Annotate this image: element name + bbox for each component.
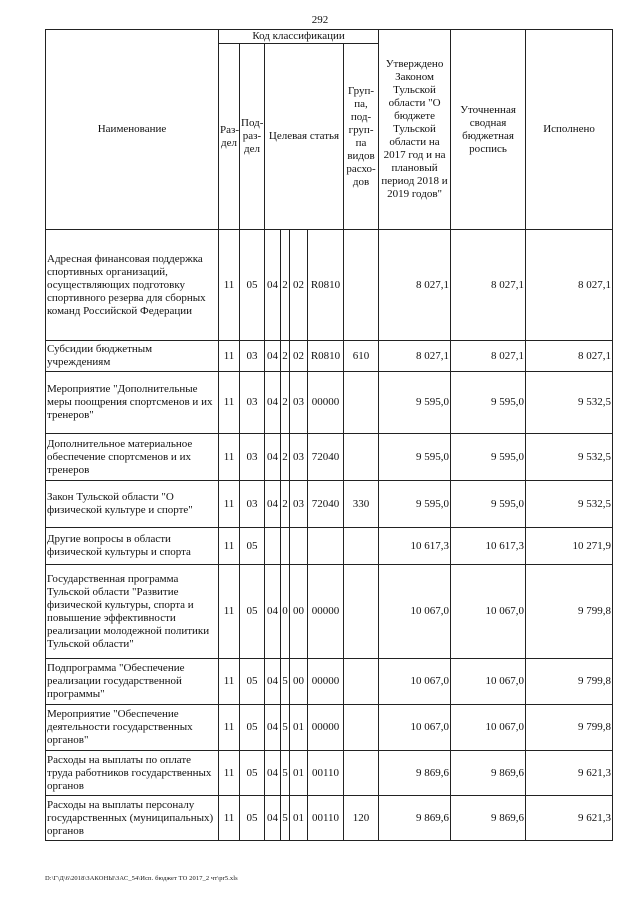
row-target-program: 04 (265, 230, 281, 341)
row-section: 11 (219, 481, 240, 528)
row-target-program: 04 (265, 372, 281, 434)
row-expense-group (344, 565, 379, 659)
row-subsection: 05 (240, 705, 265, 751)
header-executed: Исполнено (526, 30, 613, 230)
row-target-program: 04 (265, 796, 281, 841)
row-approved: 9 595,0 (379, 481, 451, 528)
row-section: 11 (219, 659, 240, 705)
row-expense-group (344, 372, 379, 434)
row-target-subprogram (281, 528, 290, 565)
row-name: Расходы на выплаты персоналу государственных (муниципальных) органов (46, 796, 219, 841)
row-target-direction: 72040 (308, 434, 344, 481)
row-executed: 9 799,8 (526, 659, 613, 705)
row-name: Субсидии бюджетным учреждениям (46, 341, 219, 372)
row-subsection: 03 (240, 434, 265, 481)
row-subsection: 05 (240, 565, 265, 659)
row-target-program: 04 (265, 751, 281, 796)
table-row (46, 796, 613, 841)
row-target-subprogram: 0 (281, 565, 290, 659)
row-target-program: 04 (265, 659, 281, 705)
row-executed: 9 799,8 (526, 705, 613, 751)
row-section: 11 (219, 230, 240, 341)
row-subsection: 03 (240, 372, 265, 434)
row-expense-group (344, 230, 379, 341)
row-target-direction: 00000 (308, 705, 344, 751)
row-target-event: 01 (290, 705, 308, 751)
header-approved: Утверждено Законом Тульской области "О бюджете Тульской области на 2017 год и на плановый период 2018 и 2019 годов" (379, 30, 451, 230)
row-refined: 10 067,0 (451, 705, 526, 751)
header-refined: Уточненная сводная бюджетная роспись (451, 30, 526, 230)
row-target-direction: 00110 (308, 751, 344, 796)
row-target-event: 03 (290, 481, 308, 528)
row-section: 11 (219, 341, 240, 372)
row-target-program: 04 (265, 705, 281, 751)
table-row (46, 528, 613, 565)
row-approved: 9 595,0 (379, 434, 451, 481)
row-target-program (265, 528, 281, 565)
row-executed: 9 799,8 (526, 565, 613, 659)
table-row (46, 372, 613, 434)
header-code-group: Код классификации (219, 30, 379, 44)
row-target-direction: 00000 (308, 372, 344, 434)
page-number: 292 (311, 14, 329, 26)
row-expense-group: 330 (344, 481, 379, 528)
row-target-program: 04 (265, 481, 281, 528)
row-subsection: 05 (240, 796, 265, 841)
table-row (46, 341, 613, 372)
row-target-program: 04 (265, 434, 281, 481)
row-section: 11 (219, 528, 240, 565)
header-expense-group: Груп-па, под-груп-па видов расхо-дов (344, 44, 379, 230)
row-approved: 10 067,0 (379, 659, 451, 705)
row-refined: 9 869,6 (451, 796, 526, 841)
row-target-subprogram: 5 (281, 751, 290, 796)
row-executed: 9 621,3 (526, 751, 613, 796)
row-target-subprogram: 5 (281, 705, 290, 751)
row-expense-group: 610 (344, 341, 379, 372)
header-section: Раз-дел (219, 44, 240, 230)
row-target-subprogram: 2 (281, 230, 290, 341)
row-target-subprogram: 5 (281, 796, 290, 841)
row-refined: 9 595,0 (451, 481, 526, 528)
row-target-event: 00 (290, 565, 308, 659)
row-section: 11 (219, 434, 240, 481)
row-expense-group: 120 (344, 796, 379, 841)
row-name: Дополнительное материальное обеспечение спортсменов и их тренеров (46, 434, 219, 481)
row-approved: 9 869,6 (379, 796, 451, 841)
row-approved: 10 067,0 (379, 565, 451, 659)
table-row (46, 659, 613, 705)
row-target-direction: R0810 (308, 230, 344, 341)
row-target-event: 01 (290, 796, 308, 841)
row-target-subprogram: 2 (281, 481, 290, 528)
row-executed: 9 532,5 (526, 481, 613, 528)
row-name: Закон Тульской области "О физической культуре и спорте" (46, 481, 219, 528)
budget-table (45, 29, 613, 841)
row-target-program: 04 (265, 341, 281, 372)
row-expense-group (344, 659, 379, 705)
row-executed: 9 532,5 (526, 434, 613, 481)
row-executed: 8 027,1 (526, 341, 613, 372)
row-target-event: 01 (290, 751, 308, 796)
row-subsection: 05 (240, 751, 265, 796)
table-row (46, 705, 613, 751)
row-approved: 10 067,0 (379, 705, 451, 751)
row-expense-group (344, 751, 379, 796)
row-target-event: 03 (290, 434, 308, 481)
row-section: 11 (219, 705, 240, 751)
row-target-event: 02 (290, 230, 308, 341)
row-target-event: 02 (290, 341, 308, 372)
table-row (46, 481, 613, 528)
row-refined: 10 067,0 (451, 565, 526, 659)
row-subsection: 05 (240, 659, 265, 705)
row-name: Мероприятие "Дополнительные меры поощрения спортсменов и их тренеров" (46, 372, 219, 434)
header-subsection: Под-раз-дел (240, 44, 265, 230)
row-name: Подпрограмма "Обеспечение реализации государственной программы" (46, 659, 219, 705)
header-target-article: Целевая статья (265, 44, 344, 230)
row-section: 11 (219, 565, 240, 659)
row-subsection: 03 (240, 341, 265, 372)
row-refined: 10 617,3 (451, 528, 526, 565)
table-row (46, 230, 613, 341)
row-subsection: 05 (240, 230, 265, 341)
row-subsection: 03 (240, 481, 265, 528)
row-section: 11 (219, 372, 240, 434)
header-name: Наименование (46, 30, 219, 230)
row-name: Расходы на выплаты по оплате труда работников государственных органов (46, 751, 219, 796)
row-approved: 10 617,3 (379, 528, 451, 565)
table-row (46, 751, 613, 796)
row-expense-group (344, 705, 379, 751)
row-approved: 8 027,1 (379, 230, 451, 341)
row-name: Государственная программа Тульской области "Развитие физической культуры, спорта и повышение эффективности реализации молодежной политики Тульской области" (46, 565, 219, 659)
row-target-program: 04 (265, 565, 281, 659)
row-name: Адресная финансовая поддержка спортивных организаций, осуществляющих подготовку спортивного резерва для сборных команд Российской Федерации (46, 230, 219, 341)
row-expense-group (344, 528, 379, 565)
row-refined: 10 067,0 (451, 659, 526, 705)
row-target-subprogram: 2 (281, 434, 290, 481)
row-executed: 10 271,9 (526, 528, 613, 565)
row-executed: 9 532,5 (526, 372, 613, 434)
row-target-direction: 00000 (308, 659, 344, 705)
row-target-direction: R0810 (308, 341, 344, 372)
row-target-direction (308, 528, 344, 565)
row-refined: 8 027,1 (451, 230, 526, 341)
row-target-direction: 00000 (308, 565, 344, 659)
row-refined: 9 595,0 (451, 372, 526, 434)
row-approved: 9 869,6 (379, 751, 451, 796)
footer-file-path: D:\Г\Д\6\2018\ЗАКОНЫ\ЗАС_54\Исп. бюджет ТО 2017_2 чт\pr5.xls (45, 875, 238, 882)
table-row (46, 434, 613, 481)
row-target-event (290, 528, 308, 565)
row-refined: 8 027,1 (451, 341, 526, 372)
row-target-direction: 72040 (308, 481, 344, 528)
row-expense-group (344, 434, 379, 481)
row-approved: 8 027,1 (379, 341, 451, 372)
row-target-event: 03 (290, 372, 308, 434)
row-target-subprogram: 2 (281, 372, 290, 434)
row-target-subprogram: 5 (281, 659, 290, 705)
row-target-direction: 00110 (308, 796, 344, 841)
row-section: 11 (219, 796, 240, 841)
row-name: Другие вопросы в области физической культуры и спорта (46, 528, 219, 565)
row-executed: 9 621,3 (526, 796, 613, 841)
row-target-subprogram: 2 (281, 341, 290, 372)
row-approved: 9 595,0 (379, 372, 451, 434)
row-executed: 8 027,1 (526, 230, 613, 341)
table-row (46, 565, 613, 659)
row-subsection: 05 (240, 528, 265, 565)
row-section: 11 (219, 751, 240, 796)
row-refined: 9 595,0 (451, 434, 526, 481)
row-target-event: 00 (290, 659, 308, 705)
row-refined: 9 869,6 (451, 751, 526, 796)
row-name: Мероприятие "Обеспечение деятельности государственных органов" (46, 705, 219, 751)
